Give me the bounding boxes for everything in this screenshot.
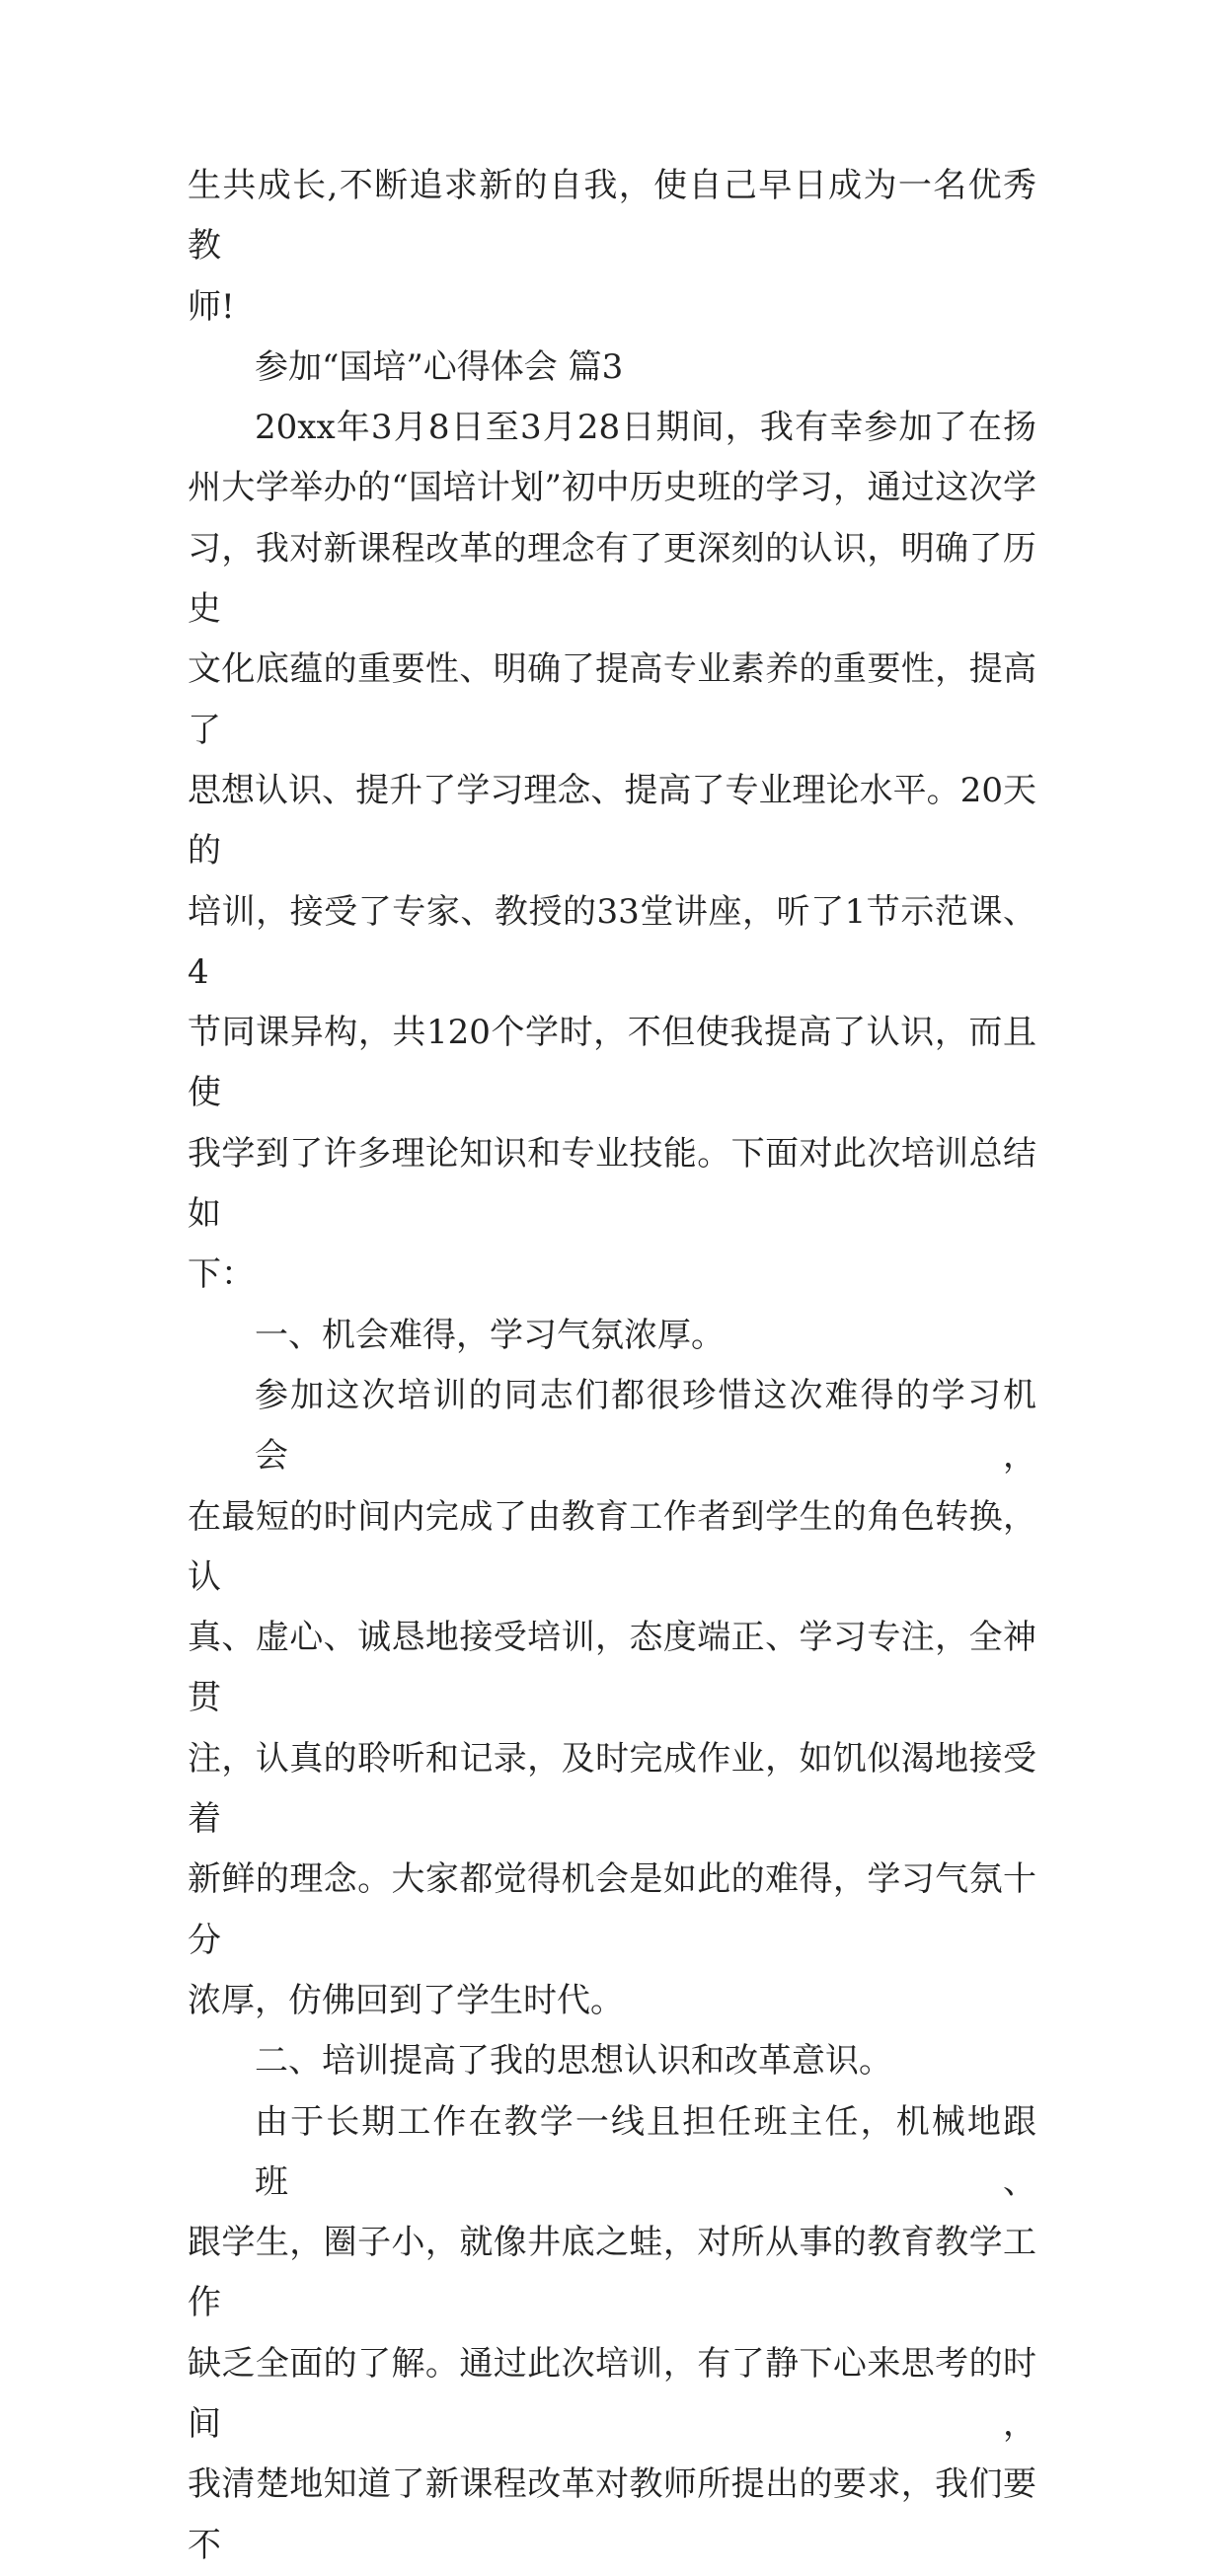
text-line: 生共成长,不断追求新的自我，使自己早日成为一名优秀教 — [188, 166, 1036, 266]
text-line: 参加“国培”心得体会 篇3 — [255, 346, 624, 387]
text-line: 缺乏全面的了解。通过此次培训，有了静下心来思考的时间， — [188, 2343, 1036, 2444]
text-line: 注，认真的聆听和记录，及时完成作业，如饥似渴地接受着 — [188, 1738, 1036, 1840]
text-line: 浓厚，仿佛回到了学生时代。 — [188, 1980, 624, 2020]
text-line: 在最短的时间内完成了由教育工作者到学生的角色转换，认 — [188, 1496, 1036, 1597]
text-line: 新鲜的理念。大家都觉得机会是如此的难得，学习气氛十分 — [188, 1859, 1036, 1960]
text-line: 师! — [188, 286, 235, 327]
text-line: 文化底蕴的重要性、明确了提高专业素养的重要性，提高了 — [188, 649, 1036, 750]
text-line: 由于长期工作在教学一线且担任班主任，机械地跟班、 — [255, 2101, 1036, 2202]
text-line: 二、培训提高了我的思想认识和改革意识。 — [255, 2041, 892, 2082]
text-line: 州大学举办的“国培计划”初中历史班的学习，通过这次学 — [188, 468, 1036, 508]
text-line: 习，我对新课程改革的理念有了更深刻的认识，明确了历史 — [188, 528, 1036, 630]
text-line: 下： — [188, 1254, 255, 1295]
text-line: 培训，接受了专家、教授的33堂讲座，听了1节示范课、4 — [188, 891, 1036, 992]
text-line: 节同课异构，共120个学时，不但使我提高了认识，而且使 — [188, 1013, 1036, 1113]
text-line: 跟学生，圈子小，就像井底之蛙，对所从事的教育教学工作 — [188, 2223, 1036, 2323]
text-line: 一、机会难得，学习气氛浓厚。 — [255, 1315, 725, 1355]
text-line: 思想认识、提升了学习理念、提高了专业理论水平。20天的 — [188, 770, 1036, 871]
text-line: 我学到了许多理论知识和专业技能。下面对此次培训总结如 — [188, 1133, 1036, 1235]
text-line: 真、虚心、诚恳地接受培训，态度端正、学习专注，全神贯 — [188, 1618, 1036, 1718]
text-line: 我清楚地知道了新课程改革对教师所提出的要求，我们要不 — [188, 2464, 1036, 2565]
text-line: 参加这次培训的同志们都很珍惜这次难得的学习机会， — [255, 1375, 1036, 1477]
document-body — [188, 156, 1036, 2576]
text-line: 20xx年3月8日至3月28日期间，我有幸参加了在扬 — [255, 408, 1036, 448]
